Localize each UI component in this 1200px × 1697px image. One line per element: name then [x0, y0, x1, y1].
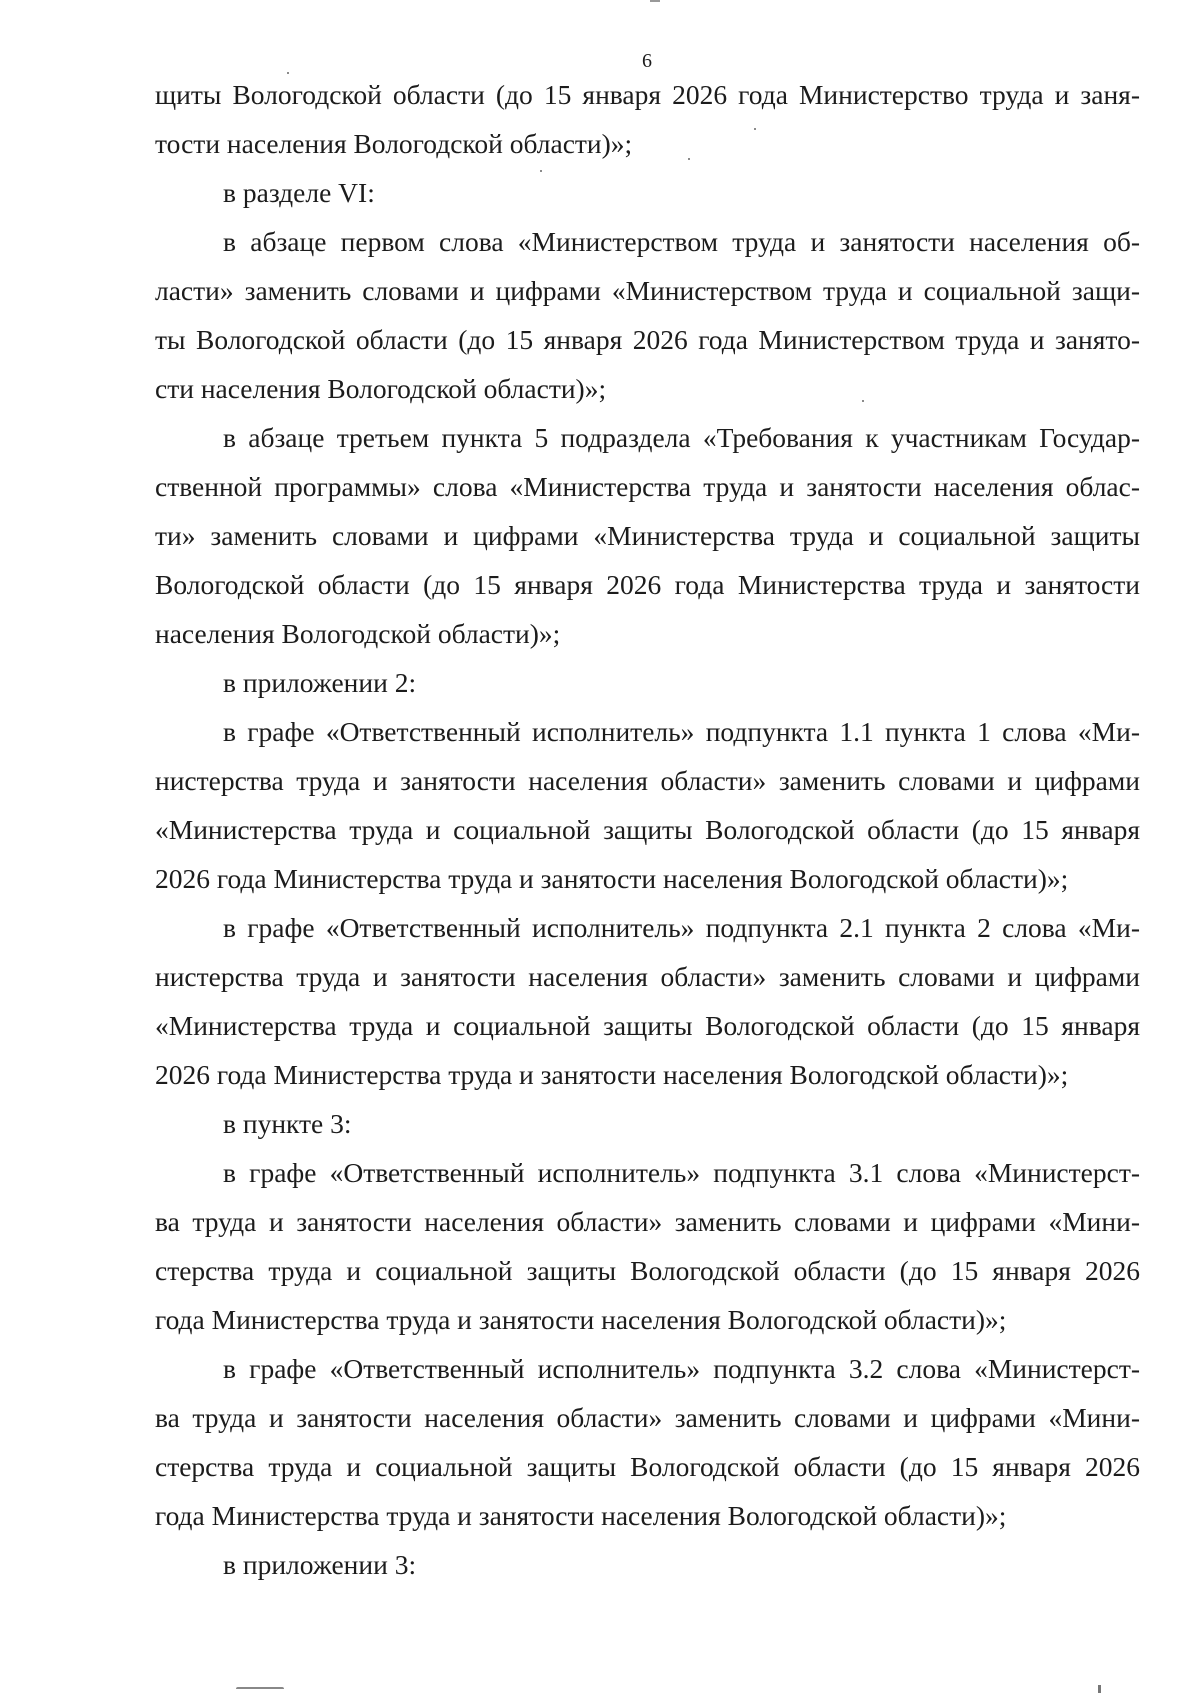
text-line: в графе «Ответственный исполнитель» подпункта 3.1 слова «Министерст-	[223, 1157, 1140, 1188]
text-line: в приложении 2:	[223, 667, 417, 698]
text-line: ты Вологодской области (до 15 января 2026 года Министерством труда и занято-	[155, 324, 1140, 355]
text-line: года Министерства труда и занятости населения Вологодской области)»;	[155, 1500, 1007, 1531]
text-line: в абзаце первом слова «Министерством труда и занятости населения об-	[223, 226, 1140, 257]
text-line: в пункте 3:	[223, 1108, 352, 1139]
text-line: в графе «Ответственный исполнитель» подпункта 2.1 пункта 2 слова «Ми-	[223, 912, 1140, 943]
text-line: в разделе VI:	[223, 177, 375, 208]
scan-mark-corner	[1098, 1685, 1101, 1693]
page-number: 6	[642, 50, 652, 72]
text-line: тости населения Вологодской области)»;	[155, 128, 633, 159]
text-line: 2026 года Министерства труда и занятости населения Вологодской области)»;	[155, 1059, 1069, 1090]
scan-speck	[287, 72, 289, 74]
scan-mark-top	[650, 0, 660, 2]
text-line: в приложении 3:	[223, 1549, 417, 1580]
text-line: ственной программы» слова «Министерства труда и занятости населения облас-	[155, 471, 1140, 502]
scan-speck	[540, 170, 542, 172]
text-line: 2026 года Министерства труда и занятости населения Вологодской области)»;	[155, 863, 1069, 894]
text-line: Вологодской области (до 15 января 2026 года Министерства труда и занятости	[155, 569, 1140, 600]
scan-speck	[688, 158, 690, 160]
text-line: населения Вологодской области)»;	[155, 618, 561, 649]
text-line: года Министерства труда и занятости населения Вологодской области)»;	[155, 1304, 1007, 1335]
text-line: ласти» заменить словами и цифрами «Министерством труда и социальной защи-	[155, 275, 1140, 306]
text-line: в графе «Ответственный исполнитель» подпункта 1.1 пункта 1 слова «Ми-	[223, 716, 1140, 747]
text-line: в графе «Ответственный исполнитель» подпункта 3.2 слова «Министерст-	[223, 1353, 1140, 1384]
text-line: стерства труда и социальной защиты Вологодской области (до 15 января 2026	[155, 1255, 1140, 1286]
scan-speck	[862, 400, 864, 402]
text-line: ва труда и занятости населения области» заменить словами и цифрами «Мини-	[155, 1206, 1140, 1237]
text-line: щиты Вологодской области (до 15 января 2026 года Министерство труда и заня-	[155, 79, 1140, 110]
text-line: ти» заменить словами и цифрами «Министерства труда и социальной защиты	[155, 520, 1140, 551]
text-line: нистерства труда и занятости населения области» заменить словами и цифрами	[155, 765, 1140, 796]
text-line: в абзаце третьем пункта 5 подраздела «Требования к участникам Государ-	[223, 422, 1140, 453]
scan-mark-bottom	[236, 1687, 284, 1693]
text-line: сти населения Вологодской области)»;	[155, 373, 607, 404]
document-body	[155, 70, 1140, 1589]
text-line: «Министерства труда и социальной защиты Вологодской области (до 15 января	[155, 814, 1140, 845]
text-line: нистерства труда и занятости населения области» заменить словами и цифрами	[155, 961, 1140, 992]
text-line: «Министерства труда и социальной защиты Вологодской области (до 15 января	[155, 1010, 1140, 1041]
text-line: ва труда и занятости населения области» заменить словами и цифрами «Мини-	[155, 1402, 1140, 1433]
scan-speck	[754, 128, 756, 130]
text-line: стерства труда и социальной защиты Вологодской области (до 15 января 2026	[155, 1451, 1140, 1482]
